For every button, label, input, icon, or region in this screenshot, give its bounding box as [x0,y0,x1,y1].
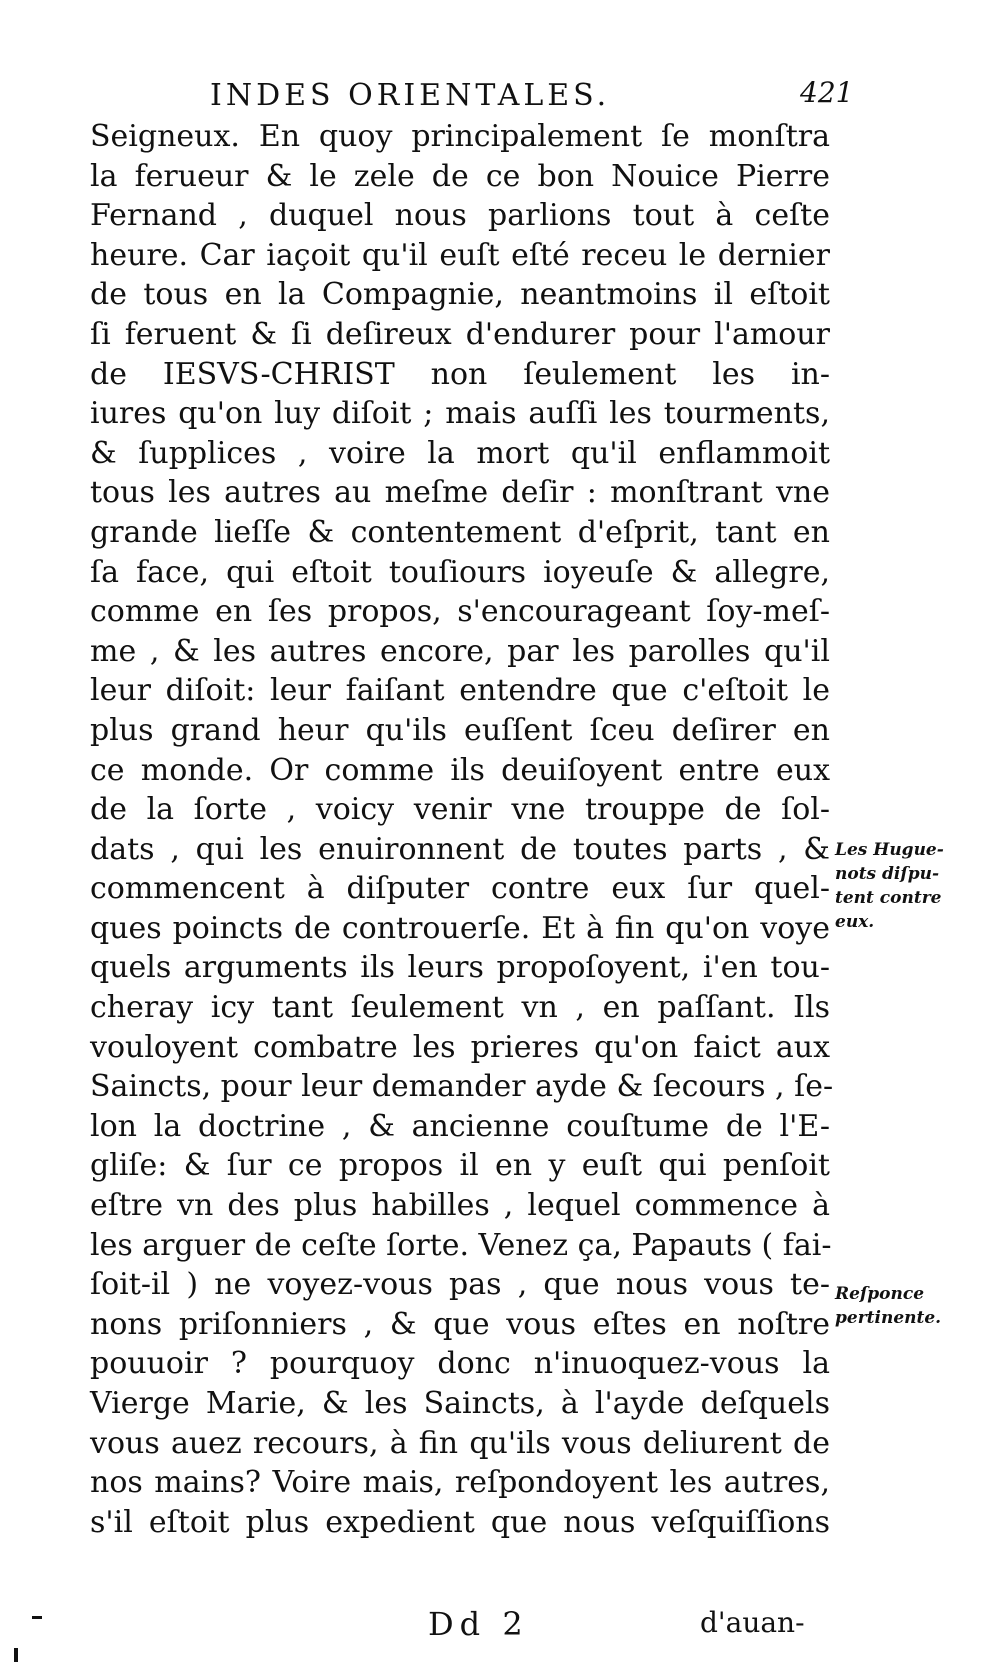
text-line: de la ſorte , voicy venir vne trouppe de ſol- [90,792,830,828]
text-line: cheray icy tant ſeulement vn , en paſſant. Ils [90,990,830,1026]
catchword: d'auan- [700,1606,805,1639]
text-line: me , & les autres encore, par les parolles qu'il [90,633,830,669]
text-line: Saincts, pour leur demander ayde & ſecours , ſe- [90,1069,834,1105]
edge-mark-bar [14,1648,18,1662]
text-line: ſi feruent & ſi deſireux d'endurer pour l'amour [90,316,830,352]
body-text [90,117,834,1542]
text-line: Seigneux. En quoy principalement ſe monſtra [90,119,830,154]
text-line: ques poincts de controuerſe. Et à fin qu'on voye [90,910,830,946]
text-line: commencent à diſputer contre eux ſur quel- [90,871,830,907]
text-line: de IESVS-CHRIST non ſeulement les in- [90,356,830,392]
text-line: vous auez recours, à fin qu'ils vous deliurent de [90,1425,830,1461]
text-line: iures qu'on luy diſoit ; mais auſſi les tourments, [90,396,830,432]
text-line: comme en ſes propos, s'encourageant ſoy-meſ- [90,594,830,630]
text-line: grande lieſſe & contentement d'eſprit, tant en [90,514,830,550]
text-line: gliſe: & ſur ce propos il en y euſt qui penſoit [90,1148,830,1184]
text-line: heure. Car iaçoit qu'il euſt eſté receu le dernier [90,237,830,273]
text-line: Fernand , duquel nous parlions tout à ceſte [90,198,830,234]
margin-note-line: pertinente. [835,1308,942,1328]
text-line: ſoit-il ) ne voyez-vous pas , que nous vous te- [90,1267,830,1303]
margin-note-line: Reſponce [835,1284,925,1304]
text-line: s'il eſtoit plus expedient que nous veſquiſſions [90,1504,830,1540]
text-line: ſa face, qui eſtoit touſiours ioyeuſe & allegre, [90,554,830,590]
margin-note-response [835,1282,955,1330]
margin-note-line: eux. [835,912,875,932]
margin-note-line: tent contre [835,888,942,908]
margin-note-line: Les Hugue- [835,840,944,860]
text-line: pouuoir ? pourquoy donc n'inuoquez-vous la [90,1346,830,1382]
text-line: nons priſonniers , & que vous eſtes en noſtre [90,1306,830,1342]
text-line: ce monde. Or comme ils deuiſoyent entre eux [90,752,830,788]
text-line: plus grand heur qu'ils euſſent ſceu deſirer en [90,712,830,748]
text-line: nos mains? Voire mais, reſpondoyent les autres, [90,1465,830,1501]
margin-note-huguenots [835,838,955,934]
text-line: eſtre vn des plus habilles , lequel commence à [90,1188,830,1224]
text-line: & ſupplices , voire la mort qu'il enflammoit [90,435,830,471]
text-line: les arguer de ceſte ſorte. Venez ça, Papauts ( fai- [90,1227,832,1263]
signature-mark: Dd 2 [428,1605,529,1643]
text-line: dats , qui les enuironnent de toutes parts , & [90,831,830,867]
text-line: la ferueur & le zele de ce bon Nouice Pierre [90,158,830,194]
text-line: tous les autres au meſme deſir : monſtrant vne [90,475,830,511]
margin-note-line: nots diſpu- [835,864,940,884]
text-line: leur diſoit: leur faiſant entendre que c'eſtoit le [90,673,830,709]
text-line: lon la doctrine , & ancienne couſtume de l'E- [90,1108,830,1144]
text-line: quels arguments ils leurs propoſoyent, i'en tou- [90,950,830,986]
edge-mark-dash [32,1616,42,1619]
text-line: vouloyent combatre les prieres qu'on faict aux [90,1029,830,1065]
page-number: 421 [800,76,854,109]
text-line: de tous en la Compagnie, neantmoins il eſtoit [90,277,830,313]
running-head: INDES ORIENTALES. [210,78,611,113]
text-line: Vierge Marie, & les Saincts, à l'ayde deſquels [90,1386,830,1421]
